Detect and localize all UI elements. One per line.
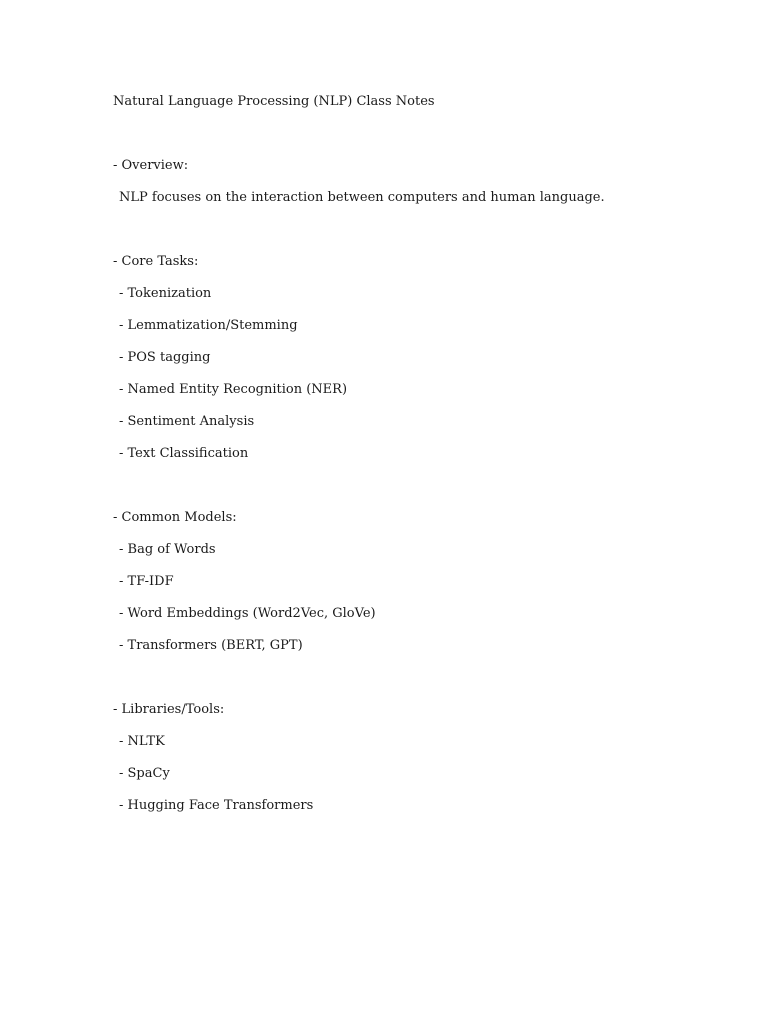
section-libraries-tools	[113, 701, 713, 815]
section-item: NLP focuses on the interaction between computers and human language.	[119, 190, 605, 205]
list-item: - Named Entity Recognition (NER)	[119, 382, 348, 397]
section-heading: - Libraries/Tools:	[113, 702, 225, 717]
section-heading: - Overview:	[113, 158, 189, 173]
list-item: - POS tagging	[119, 350, 211, 365]
document-title: Natural Language Processing (NLP) Class Notes	[113, 94, 435, 109]
list-item: - Tokenization	[119, 286, 212, 301]
list-item: - TF-IDF	[119, 574, 174, 589]
list-item: - Word Embeddings (Word2Vec, GloVe)	[119, 606, 376, 621]
list-item: - NLTK	[119, 734, 165, 749]
section-common-models	[113, 509, 713, 655]
list-item: - Transformers (BERT, GPT)	[119, 638, 303, 653]
document-body	[113, 93, 713, 815]
section-heading: - Common Models:	[113, 510, 237, 525]
list-item: - Sentiment Analysis	[119, 414, 255, 429]
list-item: - Text Classification	[119, 446, 249, 461]
section-heading: - Core Tasks:	[113, 254, 199, 269]
list-item: - Lemmatization/Stemming	[119, 318, 298, 333]
list-item: - Hugging Face Transformers	[119, 798, 314, 813]
section-core-tasks	[113, 253, 713, 463]
list-item: - SpaCy	[119, 766, 170, 781]
section-overview	[113, 157, 713, 207]
list-item: - Bag of Words	[119, 542, 216, 557]
